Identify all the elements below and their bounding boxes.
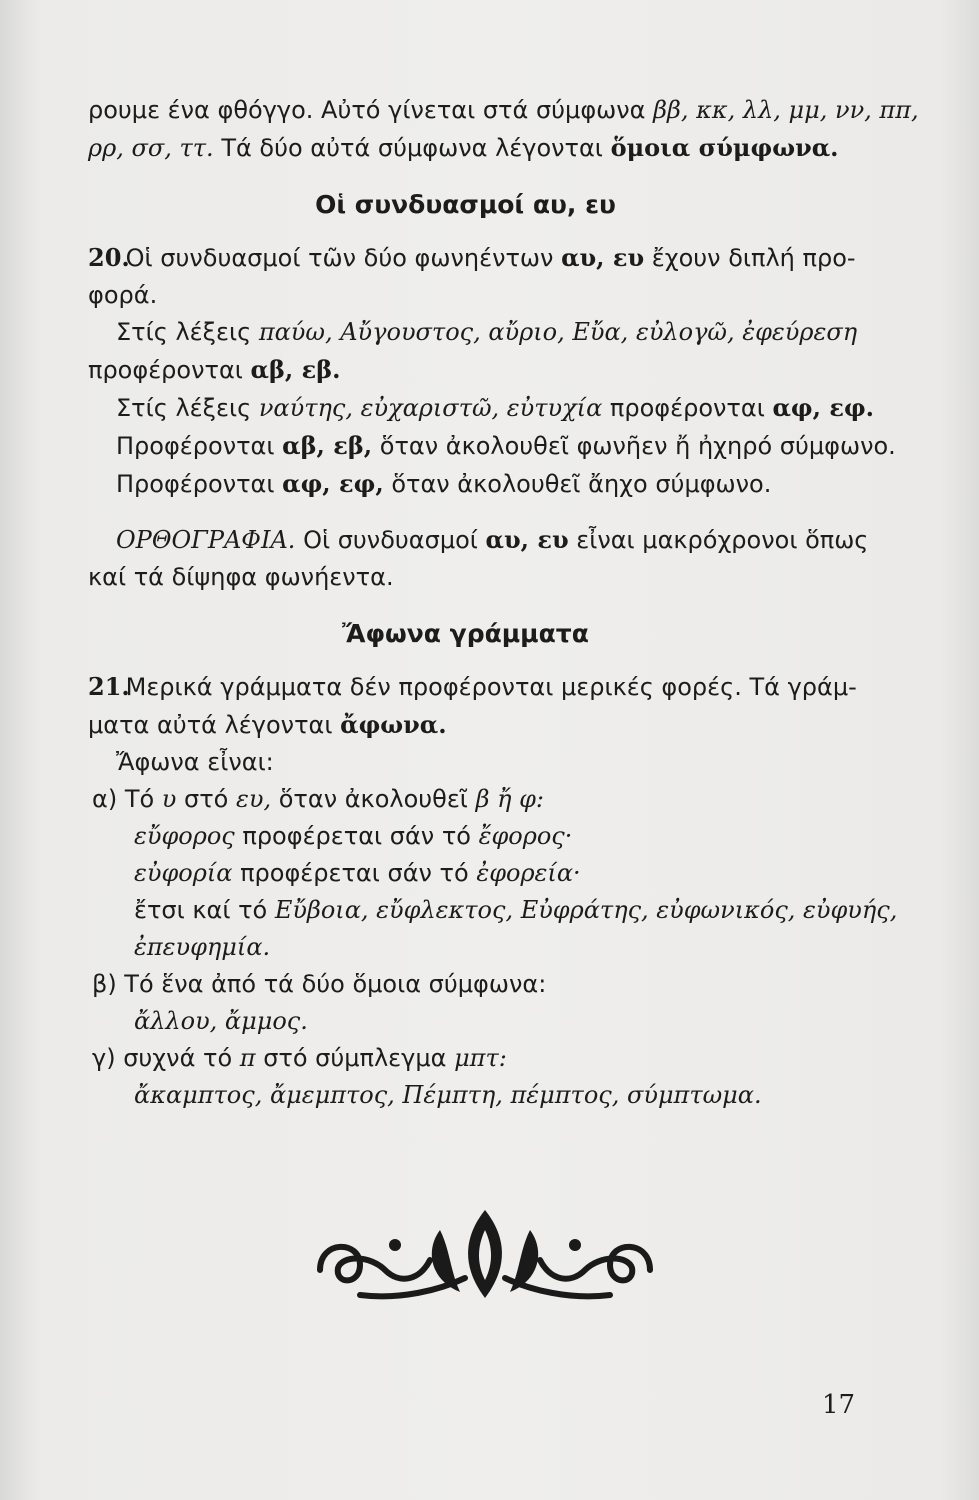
text-line: ἄκαμπτος, ἄμεμπτος, Πέμπτη, πέμπτος, σύμπτωμα.: [134, 1081, 762, 1109]
paragraph-21: 21. Μερικά γράμματα δέν προφέρονται μερικές φορές. Τά γράμ-: [88, 668, 843, 706]
orthography-note: ΟΡΘΟΓΡΑΦΙΑ. Οἱ συνδυασμοί αυ, ευ εἶναι μακρόχρονοι ὅπως: [116, 525, 869, 554]
section-heading: Ἄφωνα γράμματα: [342, 619, 589, 648]
text-line: Προφέρονται αβ, εβ, ὅταν ἀκολουθεῖ φωνῆεν ἤ ἠχηρό σύμφωνο.: [116, 431, 896, 460]
text-line: προφέρονται αβ, εβ.: [88, 355, 341, 384]
list-item-a: α) Τό υ στό ευ, ὅταν ἀκολουθεῖ β ἤ φ:: [92, 785, 544, 813]
text-line: Ἄφωνα εἶναι:: [116, 748, 274, 776]
page-content: [88, 92, 919, 1114]
section-heading: Οἱ συνδυασμοί αυ, ευ: [315, 190, 616, 219]
text-line: ρουμε ένα φθόγγο. Αὐτό γίνεται στά σύμφωνα ββ, κκ, λλ, μμ, νν, ππ,: [88, 96, 919, 124]
text-line: ματα αὐτά λέγονται ἄφωνα.: [88, 710, 447, 739]
text-line: Προφέρονται αφ, εφ, ὅταν ἀκολουθεῖ ἄηχο σύμφωνο.: [116, 469, 772, 498]
page-number: 17: [822, 1390, 856, 1420]
paragraph-20: 20. Οἱ συνδυασμοί τῶν δύο φωνηέντων αυ, ευ ἔχουν διπλή προ-: [88, 239, 843, 277]
decorative-ornament: [300, 1200, 670, 1310]
list-item-b: β) Τό ἕνα ἀπό τά δύο ὅμοια σύμφωνα:: [92, 970, 547, 998]
text-line: Στίς λέξεις ναύτης, εὐχαριστῶ, εὐτυχία προφέρονται αφ, εφ.: [116, 393, 875, 422]
text-line: Στίς λέξεις παύω, Αὔγουστος, αὔριο, Εὔα, εὐλογῶ, ἐφεύρεση: [116, 318, 858, 346]
text-line: φορά.: [88, 281, 158, 309]
text-line: εὐφορία προφέρεται σάν τό ἐφορεία·: [134, 859, 581, 887]
text-line: ρρ, σσ, ττ. Τά δύο αὐτά σύμφωνα λέγονται ὅμοια σύμφωνα.: [88, 133, 839, 162]
text-line: καί τά δίψηφα φωνήεντα.: [88, 563, 394, 591]
list-item-c: γ) συχνά τό π στό σύμπλεγμα μπτ:: [92, 1044, 507, 1072]
text-line: εὔφορος προφέρεται σάν τό ἔφορος·: [134, 822, 573, 850]
paragraph-number: 20.: [88, 243, 130, 272]
paragraph-number: 21.: [88, 672, 130, 701]
text-line: ἔτσι καί τό Εὔβοια, εὔφλεκτος, Εὐφράτης, εὐφωνικός, εὐφυής,: [134, 896, 898, 924]
text-line: ἐπευφημία.: [134, 933, 271, 961]
text-line: ἄλλου, ἄμμος.: [134, 1007, 308, 1035]
